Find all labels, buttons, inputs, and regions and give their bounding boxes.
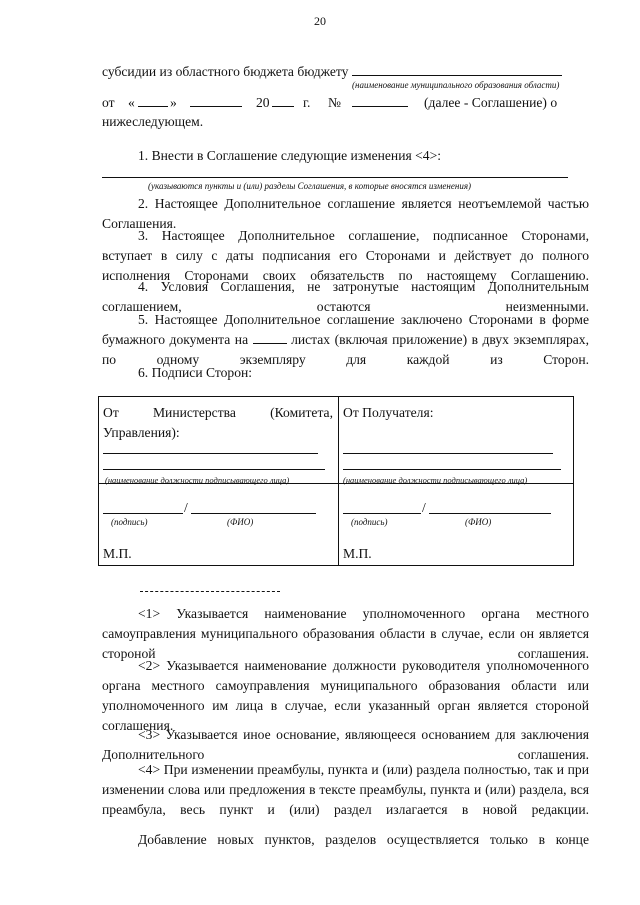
item-1-blank <box>102 177 568 178</box>
left-position-hint: (наименование должности подписывающего лица) <box>105 475 290 485</box>
page-number: 20 <box>314 14 326 28</box>
right-signature-hint: (подпись) <box>351 517 388 527</box>
footnote-5-text: Добавление новых пунктов, разделов осуществляется только в конце <box>138 832 589 847</box>
footnote-1-text: <1> Указывается наименование уполномоченного органа местного самоуправления муниципального образования области в случае, если он является стороной соглашения. <box>102 606 589 661</box>
signature-table-vertical-divider <box>338 397 339 565</box>
intro-quote-open: « <box>128 95 135 110</box>
municipality-blank <box>352 62 562 76</box>
item-2-text: 2. Настоящее Дополнительное соглашение является неотъемлемой частью Соглашения. <box>102 196 589 231</box>
right-fio-hint: (ФИО) <box>465 517 492 527</box>
signature-table <box>98 396 574 566</box>
intro-quote-close: » <box>170 95 177 110</box>
right-position-line-1 <box>343 453 553 454</box>
left-signature-line <box>103 513 183 514</box>
left-position-line-2 <box>103 469 325 470</box>
footnote-4-text: <4> При изменении преамбулы, пункта и (или) раздела полностью, так и при изменении слова или предложения в тексте преамбулы, пункта и (или) раздела, вся преамбула, весь пункт и (или) раздел излагается в новой редакции. <box>102 762 589 817</box>
footnote-2 <box>102 656 589 736</box>
right-position-line-2 <box>343 469 561 470</box>
intro-line-3: нижеследующем. <box>102 114 204 129</box>
footnote-4 <box>102 760 589 820</box>
day-blank <box>138 106 168 107</box>
item-1-hint: (указываются пункты и (или) разделы Соглашения, в которые вносятся изменения) <box>148 181 472 191</box>
item-5 <box>102 310 589 370</box>
right-slash: / <box>422 500 426 515</box>
item-4-text: 4. Условия Соглашения, не затронутые настоящим Дополнительным соглашением, остаются неизменными. <box>102 279 589 314</box>
intro-number-sign: № <box>328 95 341 110</box>
right-party-header: От Получателя: <box>343 405 434 420</box>
intro-year: 20 <box>256 95 270 110</box>
left-fio-hint: (ФИО) <box>227 517 254 527</box>
intro-line-1 <box>102 62 589 82</box>
intro-subsidy-text: субсидии из областного бюджета бюджету <box>102 64 349 79</box>
number-blank <box>352 106 408 107</box>
right-position-hint: (наименование должности подписывающего лица) <box>343 475 528 485</box>
municipality-hint: (наименование муниципального образования области) <box>352 80 560 90</box>
year-blank <box>272 106 294 107</box>
footnote-2-text: <2> Указывается наименование должности руководителя уполномоченного органа местного самоуправления муниципального образования области или уполномоченного им лица в случае, если указанный орган является стороной соглашения. <box>102 658 589 733</box>
right-stamp: М.П. <box>343 546 372 561</box>
left-position-line-1 <box>103 453 318 454</box>
left-stamp: М.П. <box>103 546 132 561</box>
intro-hereafter: (далее - Соглашение) о <box>424 95 558 110</box>
item-1: 1. Внести в Соглашение следующие изменения <4>: <box>138 148 442 163</box>
month-blank <box>190 106 242 107</box>
intro-ot: от <box>102 95 115 110</box>
left-party-header: От Министерства (Комитета, Управления): <box>103 405 333 440</box>
item-5-text-a: 5. Настоящее Дополнительное соглашение заключено Сторонами в форме бумажного документа на <box>102 312 589 347</box>
intro-g: г. <box>303 95 311 110</box>
sheets-count-blank <box>253 330 287 344</box>
item-6: 6. Подписи Сторон: <box>138 365 253 380</box>
item-5-text-b: листах (включая приложение) в двух экземплярах, по одному экземпляру для каждой из Сторон. <box>102 332 589 367</box>
left-fio-line <box>191 513 316 514</box>
footnote-3 <box>102 725 589 765</box>
right-signature-line <box>343 513 421 514</box>
footnote-1 <box>102 604 589 664</box>
footnote-3-text: <3> Указывается иное основание, являющееся основанием для заключения Дополнительного соглашения. <box>102 727 589 762</box>
left-signature-hint: (подпись) <box>111 517 148 527</box>
left-slash: / <box>184 500 188 515</box>
item-3-text: 3. Настоящее Дополнительное соглашение, подписанное Сторонами, вступает в силу с даты подписания его Сторонами и действует до полного исполнения Сторонами своих обязательств по настоящему Соглашению. <box>102 228 589 283</box>
footnote-5 <box>102 830 589 850</box>
footnote-separator <box>140 591 280 592</box>
right-fio-line <box>429 513 551 514</box>
